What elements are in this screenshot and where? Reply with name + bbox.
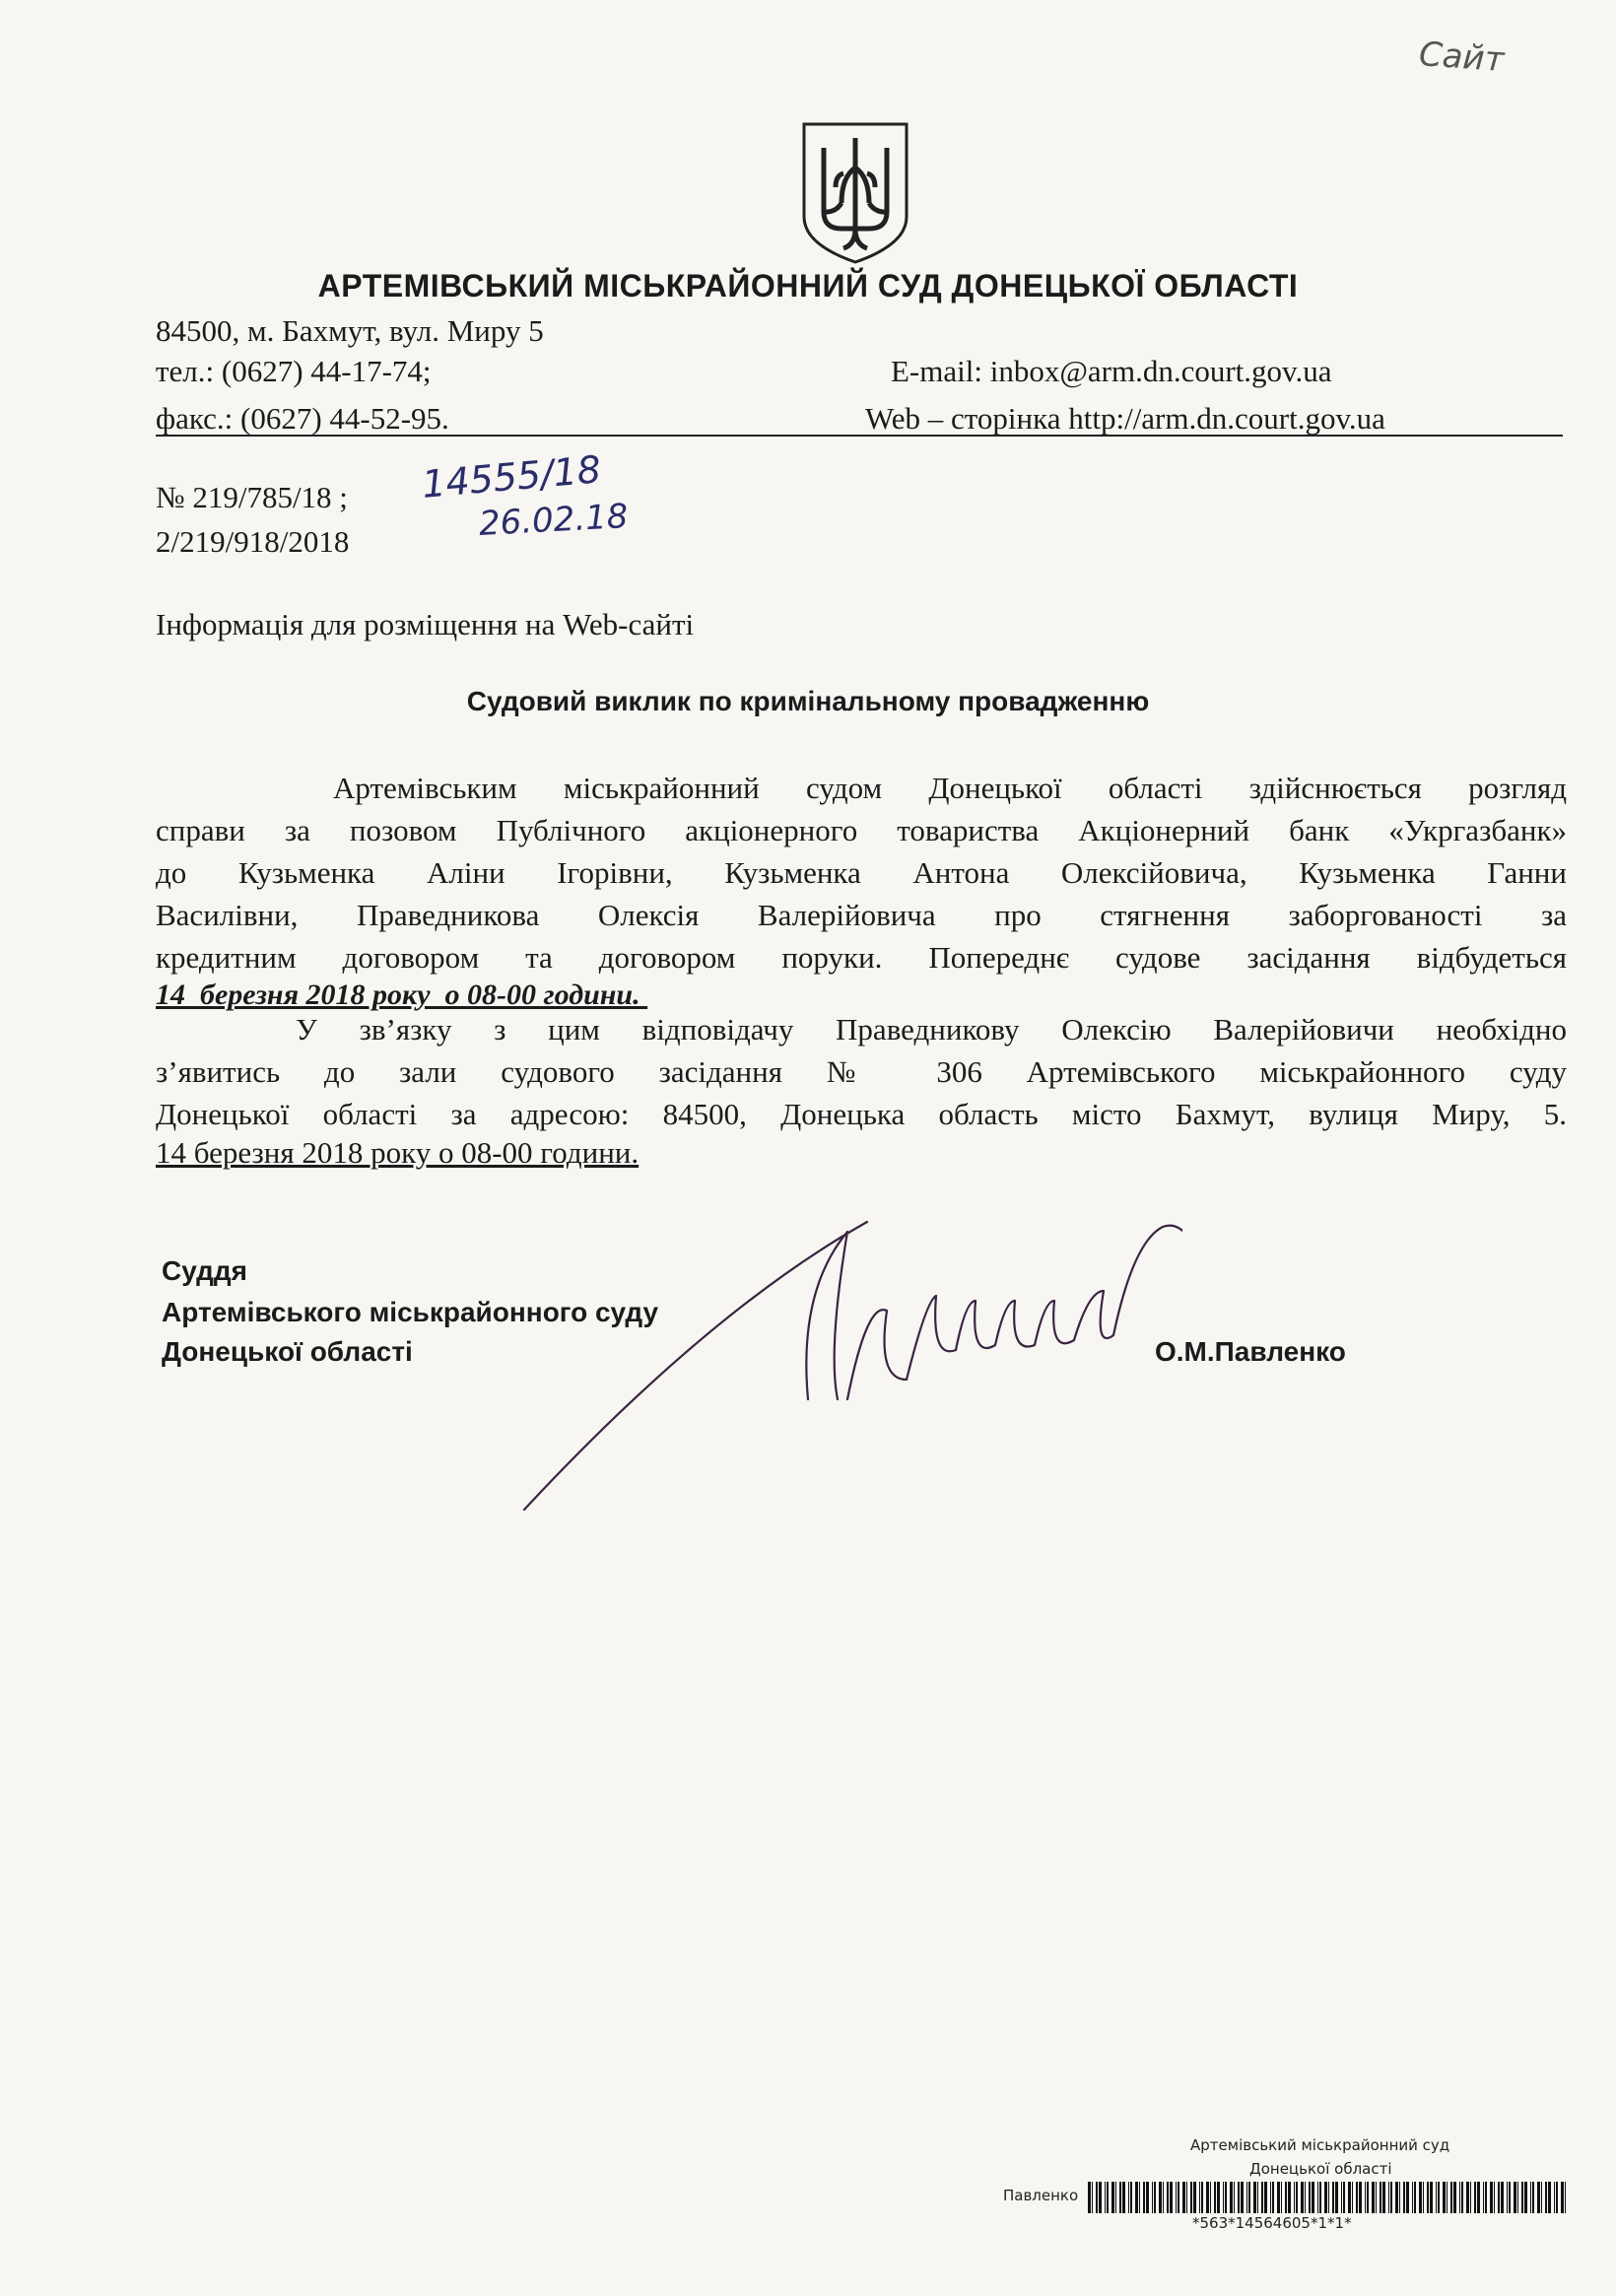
hearing-date: 14 березня 2018 року о 08-00 години. [156, 1135, 640, 1170]
signature-title-line: Донецької області [162, 1336, 413, 1367]
body-paragraph-1-line: Василівни, Праведникова Олексія Валерійовича про стягнення заборгованості за [156, 898, 1567, 932]
body-paragraph-1-line: Артемівським міськрайонний судом Донецької області здійснюється розгляд [333, 771, 1567, 805]
court-email: E-mail: inbox@arm.dn.court.gov.ua [891, 354, 1332, 388]
case-number-1: № 219/785/18 ; [156, 480, 348, 514]
footer-court-region: Донецької області [1249, 2160, 1392, 2178]
case-number-2: 2/219/918/2018 [156, 524, 350, 559]
court-phone: тел.: (0627) 44-17-74; [156, 354, 432, 388]
handwritten-registration-number: 14555/18 [420, 447, 603, 506]
handwritten-registration-date: 26.02.18 [478, 497, 630, 544]
body-paragraph-1-line: справи за позовом Публічного акціонерного товариства Акціонерний банк «Укргазбанк» [156, 813, 1567, 847]
signature-title-line: Артемівського міськрайонного суду [162, 1297, 659, 1327]
hearing-date-emphasized: 14 березня 2018 року о 08-00 години. [156, 979, 648, 1011]
header-divider [156, 435, 1563, 437]
barcode-text: *563*14564605*1*1* [1192, 2214, 1352, 2232]
body-paragraph-1-line: до Кузьменка Аліни Ігорівни, Кузьменка Антона Олексійовича, Кузьменка Ганни [156, 855, 1567, 890]
document-title: Судовий виклик по кримінальному провадженню [466, 686, 1150, 716]
court-address: 84500, м. Бахмут, вул. Миру 5 [156, 313, 544, 348]
court-fax: факс.: (0627) 44-52-95. [156, 401, 449, 436]
corner-handwritten-note: Сайт [1417, 34, 1506, 80]
signer-name: О.М.Павленко [1155, 1336, 1346, 1367]
signature-title-line: Суддя [162, 1255, 247, 1286]
body-paragraph-2-line: Донецької області за адресою: 84500, Донецька область місто Бахмут, вулиця Миру, 5. [156, 1097, 1567, 1131]
handwritten-signature [512, 1153, 1182, 1527]
footer-court-name: Артемівський міськрайонний суд [1190, 2136, 1450, 2154]
body-paragraph-2-line: з’явитись до зали судового засідання № 306 Артемівського міськрайонного суду [156, 1054, 1567, 1089]
barcode-icon [1088, 2182, 1571, 2213]
footer-name: Павленко [1003, 2187, 1079, 2204]
court-website: Web – сторінка http://arm.dn.court.gov.ua [865, 401, 1385, 436]
body-paragraph-1-line: кредитним договором та договором поруки. Попереднє судове засідання відбудеться [156, 940, 1567, 975]
coat-of-arms-icon [796, 118, 914, 266]
body-paragraph-2-line: У зв’язку з цим відповідачу Праведникову Олексію Валерійовичи необхідно [296, 1012, 1567, 1047]
info-line: Інформація для розміщення на Web-сайті [156, 607, 695, 642]
court-name-heading: АРТЕМІВСЬКИЙ МІСЬКРАЙОННИЙ СУД ДОНЕЦЬКОЇ ОБЛАСТІ [317, 268, 1299, 304]
